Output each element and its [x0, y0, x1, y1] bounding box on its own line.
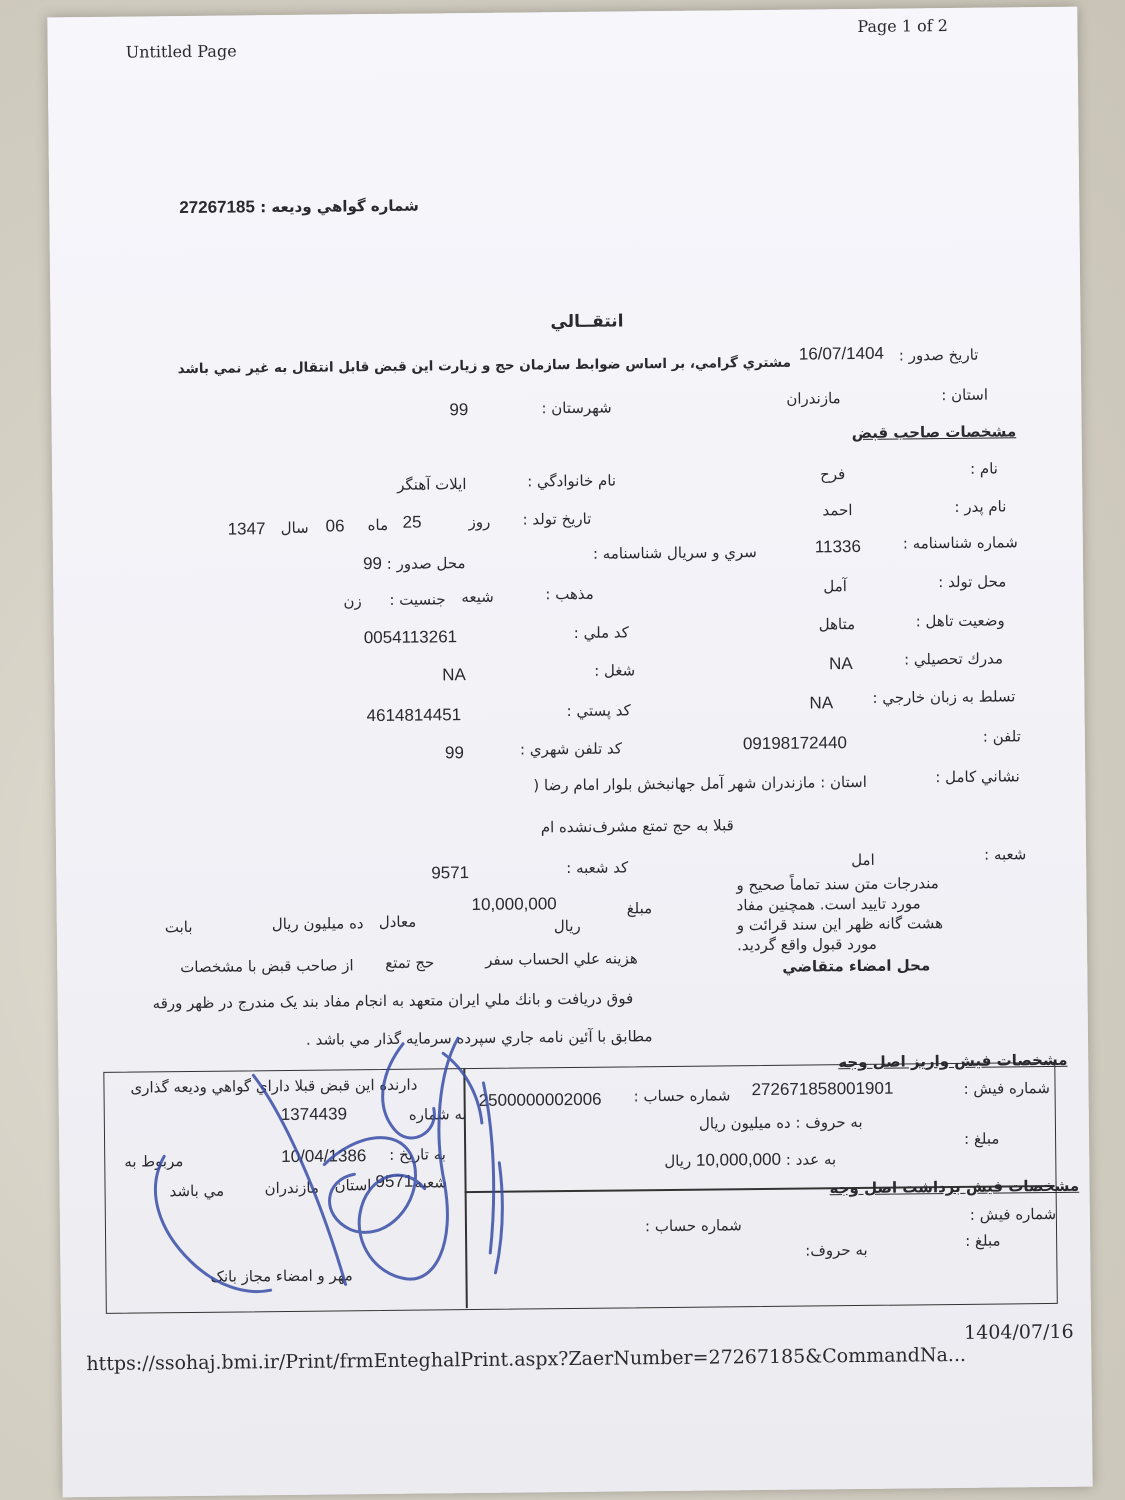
certificate-label: شماره گواهي وديعه : [260, 196, 419, 217]
postal-code-value: 4614814451 [366, 705, 462, 726]
religion-value: شيعه [461, 587, 494, 607]
footer-date: 1404/07/16 [963, 1320, 1074, 1344]
marital-value: متاهل [818, 615, 856, 634]
bank-commitment-line-2: مطابق با آئين نامه جاري سپرده سرمايه گذار مي باشد . [305, 1027, 653, 1049]
bank-box-related-label: مربوط به [124, 1152, 184, 1171]
issue-place-label: محل صدور : [386, 554, 466, 573]
issue-date-label: تاريخ صدور : [898, 345, 979, 365]
bank-signature-label: مهر و امضاء مجاز بانک [210, 1266, 353, 1286]
birth-year-label: سال [280, 518, 309, 538]
declaration-line-2: مورد تاييد است. همچنين مفاد [736, 894, 921, 915]
declaration-line-4: مورد قبول واقع گرديد. [736, 934, 877, 955]
bank-box-line-1: دارنده اين قبض قبلا داراي گواهي وديعه گذاری [130, 1075, 418, 1097]
deposit-amount-number [664, 1149, 836, 1171]
father-label: نام پدر : [954, 497, 1007, 516]
issue-place-value: 99 [362, 553, 383, 574]
bank-box-is-label: مي باشد [169, 1181, 225, 1201]
withdraw-slip-number-label: شماره فيش : [969, 1204, 1057, 1224]
bank-commitment-line-1: فوق دريافت و بانك ملي ايران متعهد به انجام مفاد بند يک مندرج در ظهر ورقه [152, 989, 634, 1013]
bank-box-date-value: 10/04/1386 [281, 1146, 367, 1167]
bank-box-date-label: به تاريخ : [389, 1145, 446, 1164]
declaration-line-3: هشت گانه ظهر اين سند قرائت و [736, 914, 944, 935]
branch-label: شعبه : [984, 845, 1027, 864]
declaration-line-1: مندرجات متن سند تماماً صحيح و [736, 874, 939, 895]
city-value: 99 [449, 400, 469, 420]
deposit-words [699, 1113, 863, 1133]
certificate-number [179, 196, 419, 219]
deposit-slip-title: مشخصات فيش واريز اصل وجه [838, 1050, 1068, 1072]
city-label: شهرستان : [541, 398, 612, 418]
bank-box-number-value: 1374439 [280, 1104, 348, 1125]
deposit-number-unit: ريال [664, 1151, 692, 1171]
id-number-value: 11336 [814, 536, 861, 557]
owner-section-title: مشخصات صاحب قبض [851, 422, 1017, 443]
birth-month-label: ماه [367, 515, 389, 535]
language-label: تسلط به زبان خارجي : [872, 687, 1016, 707]
amount-value: 10,000,000 [471, 894, 557, 915]
phone-label: تلفن : [982, 727, 1021, 746]
deposit-number-label: به عدد : [785, 1150, 837, 1169]
from-owner-text: از صاحب قبض با مشخصات [180, 956, 354, 977]
deposit-amount-label: مبلغ : [963, 1129, 1000, 1148]
amount-in-words: ده ميليون ريال [271, 914, 364, 934]
bank-box-branch-value: 9571 [375, 1171, 414, 1192]
prior-hajj-status: قبلا به حج تمتع مشرف‌نشده ام [540, 816, 734, 837]
issue-date-value: 16/07/1404 [798, 343, 885, 364]
deposit-account-value: 2500000002006 [478, 1089, 602, 1110]
withdraw-amount-label: مبلغ : [965, 1231, 1001, 1250]
birth-day-value: 25 [402, 512, 422, 532]
address-label: نشاني كامل : [935, 767, 1020, 787]
withdraw-account-label: شماره حساب : [644, 1216, 742, 1236]
education-label: مدرك تحصيلي : [903, 649, 1004, 669]
gender-value: زن [343, 592, 362, 611]
gender-label: جنسيت : [389, 590, 446, 609]
document-title: انتقــالي [550, 311, 624, 333]
branch-code-value: 9571 [431, 863, 470, 883]
applicant-signature-label: محل امضاء متقاضي [782, 956, 931, 976]
deposit-number-value: 10,000,000 [695, 1149, 782, 1170]
religion-label: مذهب : [545, 584, 594, 604]
deposit-words-label: به حروف : [795, 1112, 863, 1132]
national-code-label: كد ملي : [573, 623, 629, 642]
bank-box-number-label: به شماره [408, 1105, 467, 1124]
deposit-slip-number-label: شماره فيش : [963, 1078, 1050, 1098]
certificate-value: 27267185 [179, 197, 256, 218]
serial-label: سري و سريال شناسنامه : [592, 543, 757, 563]
education-value: NA [828, 654, 853, 674]
deposit-words-value: ده ميليون ريال [698, 1113, 791, 1133]
phone-value: 09198172440 [742, 733, 848, 754]
city-phone-value: 99 [444, 743, 465, 763]
footer-url: https://ssohaj.bmi.ir/Print/frmEnteghalPrint.aspx?ZaerNumber=27267185&CommandNa... [86, 1343, 967, 1376]
family-label: نام خانوادگي : [527, 471, 617, 491]
amount-unit: ريال [553, 916, 581, 936]
birth-year-value: 1347 [227, 519, 266, 539]
address-value: استان : مازندران شهر آمل جهانبخش بلوار امام رضا ( [533, 772, 867, 795]
language-value: NA [809, 693, 834, 713]
bank-box-branch-label: شعبه [414, 1173, 447, 1192]
document-page [47, 7, 1092, 1498]
birth-day-label: روز [468, 512, 491, 532]
hajj-type: حج تمتع [385, 953, 435, 972]
page-number: Page 1 of 2 [857, 16, 948, 36]
withdraw-slip-title: مشخصات فيش برداشت اصل وجه [829, 1176, 1080, 1198]
cost-description: هزينه علي الحساب سفر [485, 949, 638, 969]
transfer-notice: مشتري گرامي، بر اساس ضوابط سازمان حج و زيارت اين قبض قابل انتقال به غير نمي باشد [177, 354, 792, 378]
purpose-label: بابت [164, 917, 193, 937]
father-value: احمد [822, 501, 853, 520]
name-value: فرح [820, 465, 846, 484]
birth-place-value: آمل [823, 577, 847, 596]
bank-box-province-label: استان [334, 1176, 372, 1195]
birth-month-value: 06 [325, 516, 345, 536]
province-label: استان : [941, 385, 989, 405]
birth-place-label: محل تولد : [938, 572, 1007, 592]
bank-box-province-value: مازندران [264, 1178, 319, 1198]
birth-date-label: تاريخ تولد : [522, 509, 592, 529]
deposit-account-label: شماره حساب : [633, 1086, 731, 1106]
equal-label: معادل [378, 912, 417, 932]
job-value: NA [442, 665, 466, 685]
page-title: Untitled Page [125, 41, 237, 62]
branch-code-label: كد شعبه : [566, 858, 629, 878]
family-value: ايلات آهنگر [397, 475, 467, 494]
branch-value: امل [851, 850, 875, 870]
id-number-label: شماره شناسنامه : [902, 533, 1018, 553]
issue-place [363, 553, 466, 574]
deposit-slip-number-value: 272671858001901 [751, 1078, 894, 1100]
job-label: شغل : [594, 661, 636, 680]
withdraw-words-label: به حروف: [805, 1240, 868, 1260]
marital-label: وضعيت تاهل : [915, 611, 1005, 631]
province-value: مازندران [786, 389, 841, 408]
name-label: نام : [969, 459, 999, 478]
city-phone-label: كد تلفن شهري : [519, 739, 623, 759]
amount-label: مبلغ [626, 899, 653, 918]
national-code-value: 0054113261 [363, 627, 458, 648]
postal-code-label: كد پستي : [566, 701, 631, 721]
